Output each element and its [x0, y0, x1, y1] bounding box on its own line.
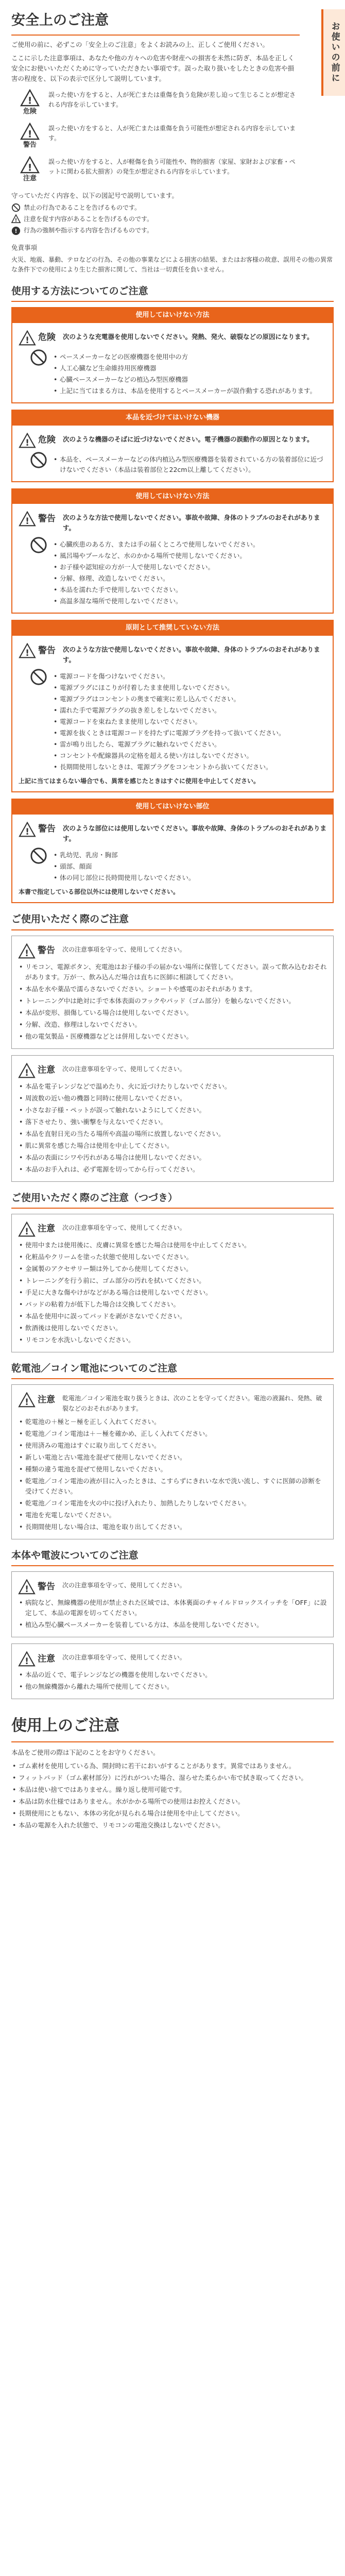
warning-box-4: [11, 620, 334, 792]
list-item: • 電源プラグはコンセントの奥まで確実に差し込んでください。: [53, 694, 326, 704]
list-item: • 高温多湿な場所で使用しないでください。: [53, 596, 326, 606]
list-item: • 金属製のアクセサリー類は外してから使用してください。: [18, 1264, 327, 1274]
svg-text:!: !: [25, 948, 29, 958]
level-label: 警告: [38, 945, 55, 956]
list-item: • 本品を直射日光の当たる場所や高温の場所に放置しないでください。: [18, 1129, 327, 1139]
list-item: • 本品の電源を入れた状態で、リモコンの電池交換はしないでください。: [11, 1820, 334, 1831]
section-title: 使用する方法についてのご注意: [11, 283, 334, 302]
caution-icon: [18, 1222, 36, 1237]
list-item: • 電源プラグにほこりが付着したまま使用しないでください。: [53, 683, 326, 693]
list-item: • 植込み型心臓ペースメーカーを装着している方は、本品を使用しないでください。: [18, 1620, 327, 1630]
svg-text:!: !: [25, 1656, 29, 1667]
list-item: • 他の電気製品・医療機器などとは併用しないでください。: [18, 1031, 327, 1042]
level-desc: 次の注意事項を守って、使用してください。: [62, 1582, 186, 1589]
list-item: • 小さなお子様・ペットが誤って触れないようにしてください。: [18, 1105, 327, 1115]
signal-label: 注意: [23, 174, 37, 182]
symbol-instruction: [11, 226, 334, 235]
svg-text:!: !: [25, 335, 29, 345]
list-item: • 本品を水や薬品で濡らさないでください。ショートや感電のおそれがあります。: [18, 984, 327, 994]
list-item: • 種類の違う電池を混ぜて使用しないでください。: [18, 1464, 327, 1475]
level-label: 警告: [38, 645, 56, 656]
list-item: • 手足に大きな傷やけがなどがある場合は使用しないでください。: [18, 1287, 327, 1298]
signal-caution: [11, 156, 300, 184]
list-item: • 上記に当てはまる方は、本品を使用するとペースメーカーが誤作動する恐れがあります。: [53, 386, 326, 396]
svg-text:!: !: [25, 1227, 29, 1237]
caution-badge: [18, 1222, 62, 1237]
list-item: • 本品が変形、損傷している場合は使用しないでください。: [18, 1008, 327, 1018]
box-head: 使用してはいけない方法: [12, 308, 333, 323]
level-desc: 次のような部位には使用しないでください。事故や故障、身体のトラブルのおそれがあります。: [63, 824, 327, 843]
prohibit-icon: [11, 203, 21, 212]
list-item: • 使用済みの電池はすぐに取り出してください。: [18, 1440, 327, 1451]
symbol-attention: [11, 214, 334, 224]
list-item: • 本品は使い捨てではありません。繰り返し使用可能です。: [11, 1785, 334, 1795]
level-label: 注意: [38, 1653, 55, 1664]
list-item: • 長期間使用しないときは、電源プラグをコンセントから抜いてください。: [53, 762, 326, 772]
svg-text:!: !: [25, 437, 29, 448]
warning-box-5: [11, 799, 334, 903]
warning-icon: [19, 822, 36, 837]
svg-text:!: !: [25, 1067, 29, 1078]
signal-danger: [11, 89, 300, 117]
list-item: • 使用中または使用後に、皮膚に異常を感じた場合は使用を中止してください。: [18, 1240, 327, 1250]
list-item: • 化粧品やクリームを塗った状態で使用しないでください。: [18, 1252, 327, 1262]
warning-badge: [19, 822, 63, 837]
svg-text:!: !: [25, 516, 29, 527]
warning-icon: [11, 123, 48, 151]
list-item: • ゴム素材を使用している為、開封時に若干においがすることがあります。異常ではありません。: [11, 1761, 334, 1771]
list-item: • 飲酒後は使用しないでください。: [18, 1323, 327, 1333]
svg-text:!: !: [14, 217, 18, 224]
instruction-icon: [11, 226, 21, 235]
usage-notes-intro: 本品をご使用の際は下記のことをお守りください。: [11, 1749, 160, 1757]
warning-badge: [19, 511, 63, 527]
level-label: 危険: [38, 332, 56, 343]
section-title: ご使用いただく際のご注意（つづき）: [11, 1190, 334, 1209]
list-item: • コンセントや配線器具の定格を超える使い方はしないでください。: [53, 751, 326, 761]
level-desc: 次の注意事項を守って、使用してください。: [62, 1224, 186, 1232]
list-item: • 本品を濡れた手で使用しないでください。: [53, 585, 326, 595]
list-item: • 雷が鳴り出したら、電源プラグに触れないでください。: [53, 739, 326, 750]
list-item: • リモコンを水洗いしないでください。: [18, 1335, 327, 1345]
list-item: • 長期間使用しない場合は、電池を取り出してください。: [18, 1522, 327, 1532]
list-item: • 乾電池／コイン電池を火の中に投げ入れたり、加熱したりしないでください。: [18, 1498, 327, 1509]
list-item: • 分解、修理、改造しないでください。: [53, 573, 326, 584]
svg-text:!: !: [25, 1397, 29, 1408]
danger-icon: [19, 330, 36, 346]
list-item: • 分解、改造、修理はしないでください。: [18, 1020, 327, 1030]
symbol-text: 行為の強制や指示する内容を告げるものです。: [24, 226, 153, 234]
list-item: • 人工心臓など生命維持用医療機器: [53, 363, 326, 374]
level-desc: 乾電池／コイン電池を取り扱うときは、次のことを守ってください。電池の液漏れ、発熱、破裂などのおそれがあります。: [62, 1395, 322, 1412]
level-label: 注意: [38, 1065, 55, 1076]
list-item: • ペースメーカーなどの医療機器を使用中の方: [53, 352, 326, 362]
prohibit-icon: [30, 451, 47, 469]
list-item: • トレーニング中は絶対に手で本体表面のフックやパッド（ゴム部分）を触らないでください。: [18, 996, 327, 1006]
symbol-text: 注意を促す内容があることを告げるものです。: [24, 215, 153, 223]
level-desc: 次の注意事項を守って、使用してください。: [62, 945, 186, 953]
level-desc: 次のような機器のそばに近づけないでください。電子機器の誤動作の原因となります。: [63, 435, 314, 443]
list-item: • お子様や認知症の方が一人で使用しないでください。: [53, 562, 326, 572]
list-item: • 落下させたり、強い衝撃を与えないでください。: [18, 1117, 327, 1127]
signal-warning: [11, 123, 300, 151]
list-item: • リモコン、電源ボタン、充電池はお子様の手の届かない場所に保管してください。誤って飲み込むおそれがあります。万が一、飲み込んだ場合は直ちに医師に相談してください。: [18, 962, 327, 982]
level-desc: 次のような方法で使用しないでください。事故や故障、身体のトラブルのおそれがあります。: [63, 646, 320, 664]
caution-icon: [18, 1651, 36, 1667]
level-desc: 次の注意事項を守って、使用してください。: [62, 1065, 186, 1073]
list-item: • 新しい電池と古い電池を混ぜて使用しないでください。: [18, 1452, 327, 1463]
list-item: • 風呂場やプールなど、水のかかる場所で使用しないでください。: [53, 551, 326, 561]
caution-icon: [18, 1063, 36, 1078]
danger-badge: [19, 330, 63, 346]
warning-box: [11, 936, 334, 1049]
prohibit-icon: [30, 349, 47, 366]
list-item: • 本品を、ペースメーカーなどの体内植込み型医療機器を装着されている方の装着部位に近づけないでください（本品は装着部位と22cm以上離してください）。: [53, 454, 326, 475]
warning-badge: [18, 1579, 62, 1595]
disclaimer-heading: 免責事項: [11, 244, 38, 252]
list-item: • 心臓疾患のある方、または手の届くところで使用しないでください。: [53, 539, 326, 550]
prohibit-icon: [30, 847, 47, 865]
side-tab: お使いの前に: [321, 9, 345, 96]
section-title-large: 使用上のご注意: [11, 1714, 334, 1742]
signal-text: 誤った使い方をすると、人が死亡または重傷を負う可能性が想定される内容を示しています。: [48, 124, 296, 142]
level-desc: 次の注意事項を守って、使用してください。: [62, 1654, 186, 1662]
list-item: • フィットパッド（ゴム素材部分）に汚れがついた場合、湿らせた柔らかい布で拭き取ってください。: [11, 1773, 334, 1783]
list-item: • 濡れた手で電源プラグの抜き差しをしないでください。: [53, 705, 326, 716]
box-head: 使用してはいけない部位: [12, 800, 333, 815]
list-item: • 乾電池／コイン電池は＋－極を確かめ、正しく入れてください。: [18, 1429, 327, 1439]
caution-box: [11, 1214, 334, 1352]
caution-box: [11, 1643, 334, 1699]
list-item: • トレーニングを行う前に、ゴム部分の汚れを拭いてください。: [18, 1276, 327, 1286]
prohibit-icon: [30, 536, 47, 554]
warning-badge: [19, 643, 63, 658]
list-item: • 電源を抜くときは電源コードを持たずに電源プラグを持って抜いてください。: [53, 728, 326, 738]
section-title: ご使用いただく際のご注意: [11, 911, 334, 930]
list-item: • 頭部、顔面: [53, 861, 326, 872]
box-head: 本品を近づけてはいけない機器: [12, 411, 333, 426]
usage-notes-list: [11, 1761, 334, 1831]
warning-badge: [18, 943, 62, 959]
danger-badge: [19, 433, 63, 448]
warning-icon: [18, 1579, 36, 1595]
level-label: 危険: [38, 434, 56, 445]
list-item: • 他の無線機器から離れた場所で使用してください。: [18, 1682, 327, 1692]
list-item: • 周波数の近い他の機器と同時に使用しないでください。: [18, 1093, 327, 1104]
list-item: • 長期使用にともない、本体の劣化が見られる場合は使用を中止してください。: [11, 1808, 334, 1819]
caution-icon: [18, 1392, 36, 1408]
list-item: • 本品のお手入れは、必ず電源を切ってから行ってください。: [18, 1164, 327, 1175]
danger-box-2: [11, 410, 334, 482]
intro: [11, 40, 300, 84]
svg-text:!: !: [25, 827, 29, 837]
caution-badge: [18, 1651, 62, 1667]
box-note: 上記に当てはまらない場合でも、異常を感じたときはすぐに使用を中止してください。: [19, 777, 260, 785]
svg-text:!: !: [25, 648, 29, 658]
list-item: • 病院など、無線機器の使用が禁止された区域では、本体裏面のチャイルドロックスイッチを「OFF」に設定して、本品の電源を切ってください。: [18, 1598, 327, 1618]
signal-text: 誤った使い方をすると、人が軽傷を負う可能性や、物的損害（家屋、家財および家畜・ペットに関わる拡大損害）の発生が想定される内容を示しています。: [48, 158, 296, 175]
svg-text:!: !: [25, 1584, 29, 1595]
box-note: 本書で指定している部位以外には使用しないでください。: [19, 888, 180, 896]
intro-paragraph: ここに示した注意事項は、あなたや他の方々への危害や財産への損害を未然に防ぎ、本品を正しく安全にお使いいただくために守っていただきたい事項です。誤った取り扱いをしたときの危害や損害の程度を、以下の表示で区分して説明しています。: [11, 54, 295, 83]
page-title: 安全上のご注意: [11, 9, 300, 36]
symbol-prohibit: [11, 203, 334, 213]
warning-icon: [18, 943, 36, 959]
attention-icon: [11, 214, 21, 224]
box-head: 使用してはいけない方法: [12, 489, 333, 504]
box-head: 原則として推奨していない方法: [12, 621, 333, 636]
svg-text:!: !: [27, 128, 32, 140]
intro-paragraph: ご使用の前に、必ずこの「安全上のご注意」をよくお読みの上、正しくご使用ください。: [11, 41, 269, 49]
list-item: • 体の同じ部位に長時間使用しないでください。: [53, 873, 326, 883]
signal-text: 誤った使い方をすると、人が死亡または重傷を負う危険が差し迫って生じることが想定される内容を示しています。: [48, 91, 296, 109]
disclaimer-text: 火災、地震、暴動、テロなどの行為、その他の事業などによる損害の結果、またはお客様の故意、誤用その他の異常な条件下での使用により生じた損害に関して、当社は一切責任を負いません。: [11, 256, 333, 274]
signal-label: 危険: [23, 108, 37, 116]
caution-badge: [18, 1063, 62, 1078]
svg-text:!: !: [27, 162, 32, 174]
caution-box: [11, 1384, 334, 1539]
level-label: 注意: [38, 1394, 55, 1405]
caution-badge: [18, 1392, 62, 1408]
list-item: • 電池を充電しないでください。: [18, 1510, 327, 1520]
list-item: • パッドの粘着力が低下した場合は交換してください。: [18, 1299, 327, 1310]
list-item: • 本品を使用中に誤ってパッドを剥がさないでください。: [18, 1311, 327, 1321]
list-item: • 電源コードを傷つけないでください。: [53, 671, 326, 682]
level-label: 警告: [38, 1581, 55, 1592]
section-title: 乾電池／コイン電池についてのご注意: [11, 1361, 334, 1379]
list-item: • 本品の近くで、電子レンジなどの機器を使用しないでください。: [18, 1670, 327, 1680]
svg-text:!: !: [27, 95, 32, 107]
level-label: 警告: [38, 824, 56, 835]
level-label: 警告: [38, 513, 56, 524]
list-item: • 本品の表面にシワや汚れがある場合は使用しないでください。: [18, 1153, 327, 1163]
prohibit-icon: [30, 668, 47, 686]
danger-icon: [19, 433, 36, 448]
caution-box: [11, 1055, 334, 1182]
signal-label: 警告: [23, 141, 37, 149]
svg-text:!: !: [14, 227, 18, 234]
list-item: • 肌に異常を感じた場合は使用を中止してください。: [18, 1141, 327, 1151]
list-item: • 電源コードを束ねたまま使用しないでください。: [53, 717, 326, 727]
warning-icon: [19, 511, 36, 527]
warning-box: [11, 1571, 334, 1637]
warning-icon: [19, 643, 36, 658]
list-item: • 乾電池／コイン電池の液が目に入ったときは、こすらずにきれいな水で洗い流し、すぐに医師の診断を受けてください。: [18, 1476, 327, 1497]
list-item: • 乳幼児、乳房・胸部: [53, 850, 326, 860]
level-desc: 次のような方法で使用しないでください。事故や故障、身体のトラブルのおそれがあります。: [63, 514, 320, 532]
list-item: • 本品は防水仕様ではありません。水がかかる場所での使用はお控えください。: [11, 1797, 334, 1807]
level-desc: 次のような充電器を使用しないでください。発熱、発火、破裂などの原因になります。: [63, 332, 314, 341]
list-item: • 心臓ペースメーカーなどの植込み型医療機器: [53, 375, 326, 385]
symbols-heading: 守っていただく内容を、以下の図記号で説明しています。: [11, 191, 179, 199]
danger-box-1: [11, 307, 334, 403]
caution-icon: [11, 156, 48, 184]
list-item: • 乾電池の＋極と－極を正しく入れてください。: [18, 1417, 327, 1427]
section-title: 本体や電波についてのご注意: [11, 1548, 334, 1566]
level-label: 注意: [38, 1224, 55, 1234]
list-item: • 本品を電子レンジなどで温めたり、火に近づけたりしないでください。: [18, 1081, 327, 1092]
symbol-text: 禁止の行為であることを告げるものです。: [24, 204, 141, 211]
danger-icon: [11, 89, 48, 117]
warning-box-3: [11, 488, 334, 614]
